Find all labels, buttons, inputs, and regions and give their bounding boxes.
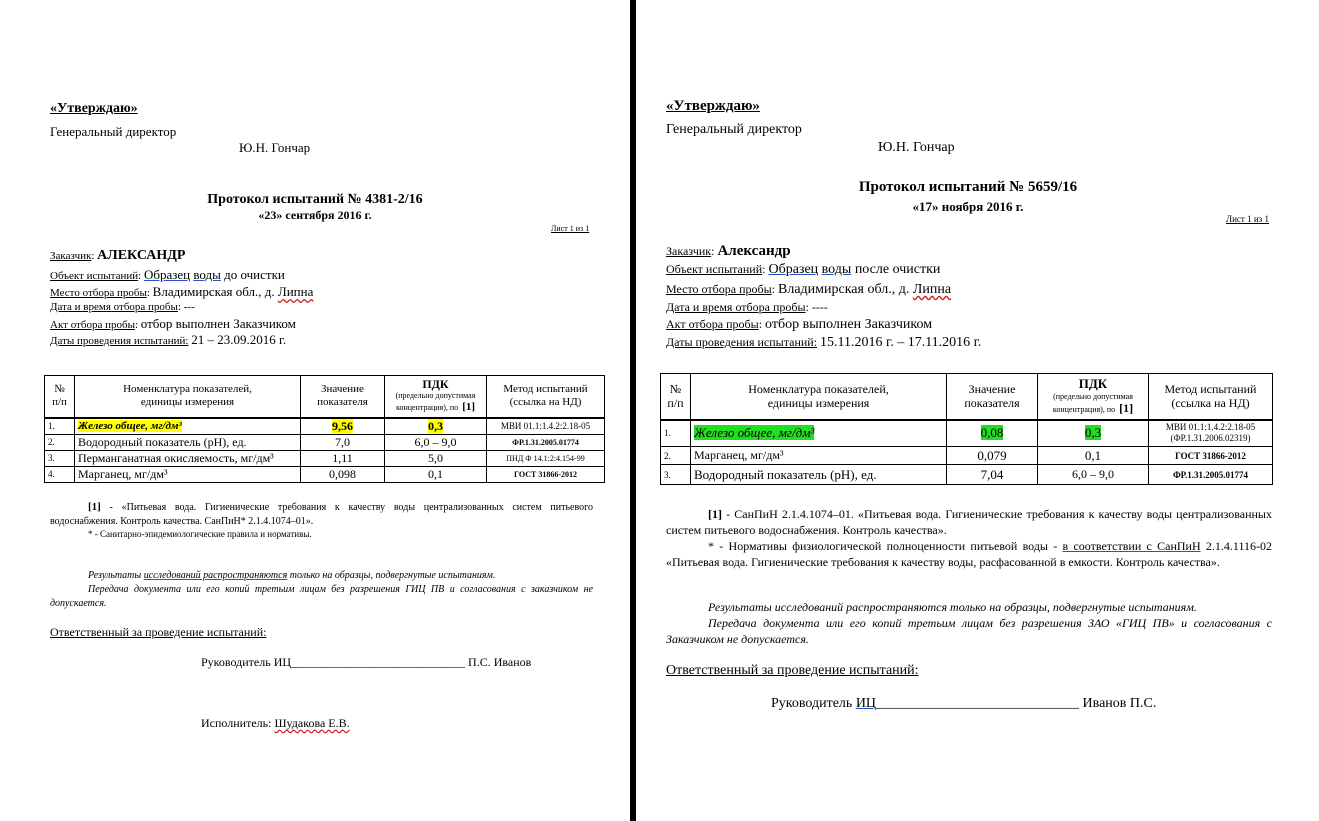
results-table: [660, 373, 1273, 485]
transfer-note: Передача документа или его копий третьим лицам без разрешения ЗАО «ГИЦ ПВ» и согласования с Заказчиком не допускается.: [666, 616, 1272, 646]
row-number: 1.: [661, 420, 691, 447]
transfer-note: Передача документа или его копий третьим лицам без разрешения ГИЦ ПВ и согласования с заказчиком не допускается.: [50, 584, 593, 609]
row-pdk: 6,0 – 9,0: [385, 434, 487, 450]
protocol-document-right: [636, 0, 1319, 821]
test-dates-field: Даты проведения испытаний: 15.11.2016 г. – 17.11.2016 г.: [666, 335, 982, 350]
director-name: Ю.Н. Гончар: [239, 140, 311, 155]
table-row: [661, 447, 1273, 465]
sampling-act-field: Акт отбора пробы: отбор выполнен Заказчиком: [50, 316, 296, 331]
head-signature-line: Руководитель ИЦ_____________________________ П.С. Иванов: [201, 655, 532, 669]
results-note: Результаты исследований распространяются только на образцы, подвергнутые испытаниям.: [708, 600, 1197, 614]
table-header-row: [45, 376, 605, 418]
protocol-title: Протокол испытаний № 4381-2/16: [207, 192, 423, 207]
protocol-date: «23» сентября 2016 г.: [258, 208, 372, 222]
row-pdk: 0,1: [1038, 447, 1149, 465]
row-indicator: Марганец, мг/дм³: [691, 447, 947, 465]
header-indicator: Номенклатура показателей, единицы измерения: [75, 376, 301, 418]
row-indicator: Железо общее, мг/дм³: [691, 420, 947, 447]
director-name: Ю.Н. Гончар: [878, 140, 955, 155]
row-method: МВИ 01.1:1.4.2:2.18-05: [487, 418, 605, 435]
footnote-1: [1] - СанПиН 2.1.4.1074–01. «Питьевая вода. Гигиенические требования к качеству воды централизованных систем питьевого водоснабжения. Контроль качества».: [666, 507, 1272, 537]
row-indicator: Водородный показатель (рН), ед.: [691, 465, 947, 485]
sampling-place-field: Место отбора пробы: Владимирская обл., д. Липна: [50, 284, 314, 299]
row-indicator: Перманганатная окисляемость, мг/дм³: [75, 450, 301, 466]
protocol-title: Протокол испытаний № 5659/16: [858, 179, 1078, 195]
director-title: Генеральный директор: [50, 124, 177, 139]
row-indicator: Марганец, мг/дм³: [75, 466, 301, 482]
sampling-place-field: Место отбора пробы: Владимирская обл., д. Липна: [666, 282, 952, 297]
sheet-number: Лист 1 из 1: [551, 224, 590, 233]
customer-field: Заказчик: АЛЕКСАНДР: [50, 248, 186, 263]
header-indicator: Номенклатура показателей, единицы измерения: [691, 374, 947, 420]
director-title: Генеральный директор: [666, 122, 802, 137]
row-number: 4.: [45, 466, 75, 482]
table-row: [45, 450, 605, 466]
table-header-row: [661, 374, 1273, 420]
row-value: 9,56: [301, 418, 385, 435]
footnote-star: * - Санитарно-эпидемиологические правила и нормативы.: [88, 529, 312, 539]
executor-line: Исполнитель: Шудакова Е.В.: [201, 716, 350, 730]
table-row: [45, 434, 605, 450]
sampling-datetime-field: Дата и время отбора пробы: ----: [666, 300, 828, 314]
row-pdk: 0,1: [385, 466, 487, 482]
results-table: [44, 375, 605, 483]
row-method: ПНД Ф 14.1:2:4.154-99: [487, 450, 605, 466]
row-value: 0,098: [301, 466, 385, 482]
row-value: 0,08: [947, 420, 1038, 447]
table-row: [661, 465, 1273, 485]
sampling-act-field: Акт отбора пробы: отбор выполнен Заказчиком: [666, 317, 933, 332]
row-method: МВИ 01.1:1.4.2:2.18-05 (ФР.1.31.2006.02319): [1149, 420, 1273, 447]
row-pdk: 0,3: [385, 418, 487, 435]
results-note: Результаты исследований распространяются только на образцы, подвергнутые испытаниям.: [88, 570, 496, 581]
footnote-1: [1] - «Питьевая вода. Гигиенические требования к качеству воды централизованных систем питьевого водоснабжения. Контроль качества. СанПиН* 2.1.4.1074–01».: [50, 501, 593, 527]
header-value: Значение показателя: [947, 374, 1038, 420]
row-pdk: 0,3: [1038, 420, 1149, 447]
row-number: 2.: [661, 447, 691, 465]
row-method: ГОСТ 31866-2012: [487, 466, 605, 482]
row-number: 3.: [661, 465, 691, 485]
row-indicator: Железо общее, мг/дм³: [75, 418, 301, 435]
header-method: Метод испытаний (ссылка на НД): [1149, 374, 1273, 420]
row-number: 1.: [45, 418, 75, 435]
responsible-heading: Ответственный за проведение испытаний:: [50, 625, 267, 639]
test-dates-field: Даты проведения испытаний: 21 – 23.09.2016 г.: [50, 332, 287, 347]
header-value: Значение показателя: [301, 376, 385, 418]
header-number: № п/п: [45, 376, 75, 418]
object-field: Объект испытаний: Образец воды до очистки: [50, 267, 285, 282]
customer-field: Заказчик: Александр: [666, 243, 791, 259]
row-pdk: 6,0 – 9,0: [1038, 465, 1149, 485]
approve-heading: «Утверждаю»: [50, 101, 138, 116]
responsible-heading: Ответственный за проведение испытаний:: [666, 663, 919, 678]
row-value: 1,11: [301, 450, 385, 466]
object-field: Объект испытаний: Образец воды после очистки: [666, 262, 941, 277]
table-row: [45, 418, 605, 435]
row-pdk: 5,0: [385, 450, 487, 466]
row-value: 7,04: [947, 465, 1038, 485]
row-value: 7,0: [301, 434, 385, 450]
sheet-number: Лист 1 из 1: [1226, 214, 1269, 224]
row-number: 3.: [45, 450, 75, 466]
protocol-document-left: [0, 0, 630, 821]
table-row: [661, 420, 1273, 447]
header-pdk: ПДК (предельно допустимая концентрация), по [1]: [385, 376, 487, 418]
row-method: ФР.1.31.2005.01774: [487, 434, 605, 450]
header-method: Метод испытаний (ссылка на НД): [487, 376, 605, 418]
footnote-star: * - Нормативы физиологической полноценности питьевой воды - в соответствии с СанПиН 2.1.4.1116-02 «Питьевая вода. Гигиенические требования к качеству воды, расфасованной в емкости. Контроль качества».: [666, 539, 1272, 569]
header-pdk: ПДК (предельно допустимая концентрация), по [1]: [1038, 374, 1149, 420]
row-method: ГОСТ 31866-2012: [1149, 447, 1273, 465]
approve-heading: «Утверждаю»: [666, 98, 760, 114]
header-number: № п/п: [661, 374, 691, 420]
row-value: 0,079: [947, 447, 1038, 465]
row-method: ФР.1.31.2005.01774: [1149, 465, 1273, 485]
row-indicator: Водородный показатель (рН), ед.: [75, 434, 301, 450]
row-number: 2.: [45, 434, 75, 450]
sampling-datetime-field: Дата и время отбора пробы: ---: [50, 301, 195, 313]
protocol-date: «17» ноября 2016 г.: [912, 199, 1024, 214]
table-row: [45, 466, 605, 482]
head-signature-line: Руководитель ИЦ_____________________________ Иванов П.С.: [771, 696, 1157, 711]
